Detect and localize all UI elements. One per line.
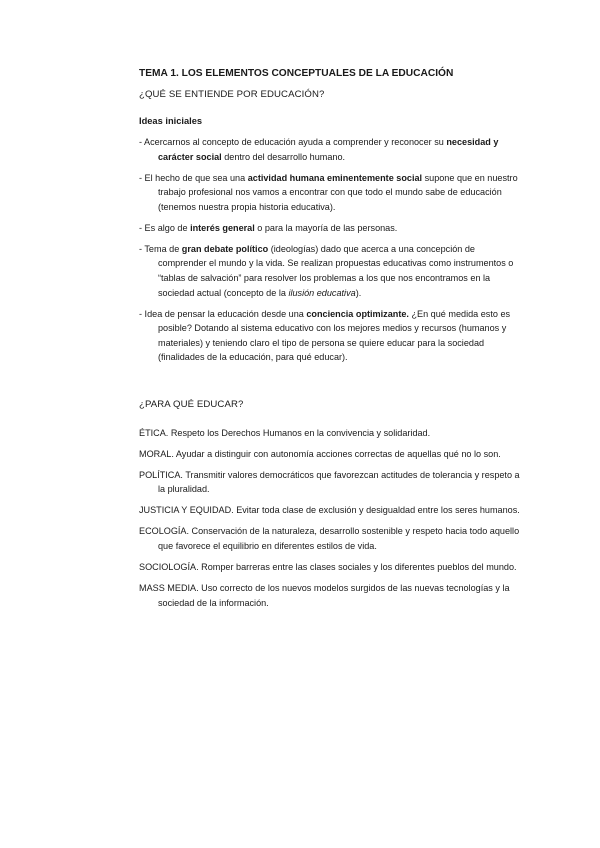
paragraph-politica: POLÍTICA. Transmitir valores democráticos que favorezcan actitudes de tolerancia y respeto a la pluralidad. [139,469,520,495]
section-heading-que-se-entiende: ¿QUÉ SE ENTIENDE POR EDUCACIÓN? [139,89,325,100]
paragraph-sociologia: SOCIOLOGÍA. Romper barreras entre las clases sociales y los diferentes pueblos del mundo. [139,561,517,572]
paragraph-idea-3: - Es algo de interés general o para la mayoría de las personas. [139,222,398,233]
document-title: TEMA 1. LOS ELEMENTOS CONCEPTUALES DE LA EDUCACIÓN [139,68,454,79]
paragraph-idea-5: - Idea de pensar la educación desde una conciencia optimizante. ¿En qué medida esto es posible? Dotando al sistema educativo con los mejores medios y recursos (humanos y materiales) y teniendo claro el tipo de persona se quiere educar para la sociedad (finalidades de la educación, para qué educar). [139,308,511,363]
paragraph-idea-2: - El hecho de que sea una actividad humana eminentemente social supone que en nuestro trabajo profesional nos vamos a encontrar con que todo el mundo sabe de educación (tenemos nuestra propia historia educativa). [139,172,518,212]
paragraph-mass-media: MASS MEDIA. Uso correcto de los nuevos modelos surgidos de las nuevas tecnologías y la sociedad de la información. [139,582,510,608]
paragraph-idea-4: - Tema de gran debate político (ideologías) dado que acerca a una concepción de comprender el mundo y la vida. Se realizan propuestas educativas como instrumentos o “tablas de salvación” para resolver los problemas a los que nos encontramos en la sociedad actual (concepto de la ilusión educativa). [139,243,514,298]
subsection-heading-ideas-iniciales: Ideas iniciales [139,116,203,126]
section-heading-para-que-educar: ¿PARA QUÉ EDUCAR? [139,398,244,410]
paragraph-ecologia: ECOLOGÍA. Conservación de la naturaleza, desarrollo sostenible y respeto hacia todo aquello que favorece el equilibrio en diferentes estilos de vida. [139,526,520,551]
paragraph-moral: MORAL. Ayudar a distinguir con autonomía acciones correctas de aquellas qué no lo son. [139,448,501,459]
paragraph-etica: ÉTICA. Respeto los Derechos Humanos en la convivencia y solidaridad. [139,427,431,438]
paragraph-idea-1: - Acercarnos al concepto de educación ayuda a comprender y reconocer su necesidad y carácter social dentro del desarrollo humano. [139,137,499,162]
paragraph-justicia-equidad: JUSTICIA Y EQUIDAD. Evitar toda clase de exclusión y desigualdad entre los seres humanos. [139,505,520,516]
